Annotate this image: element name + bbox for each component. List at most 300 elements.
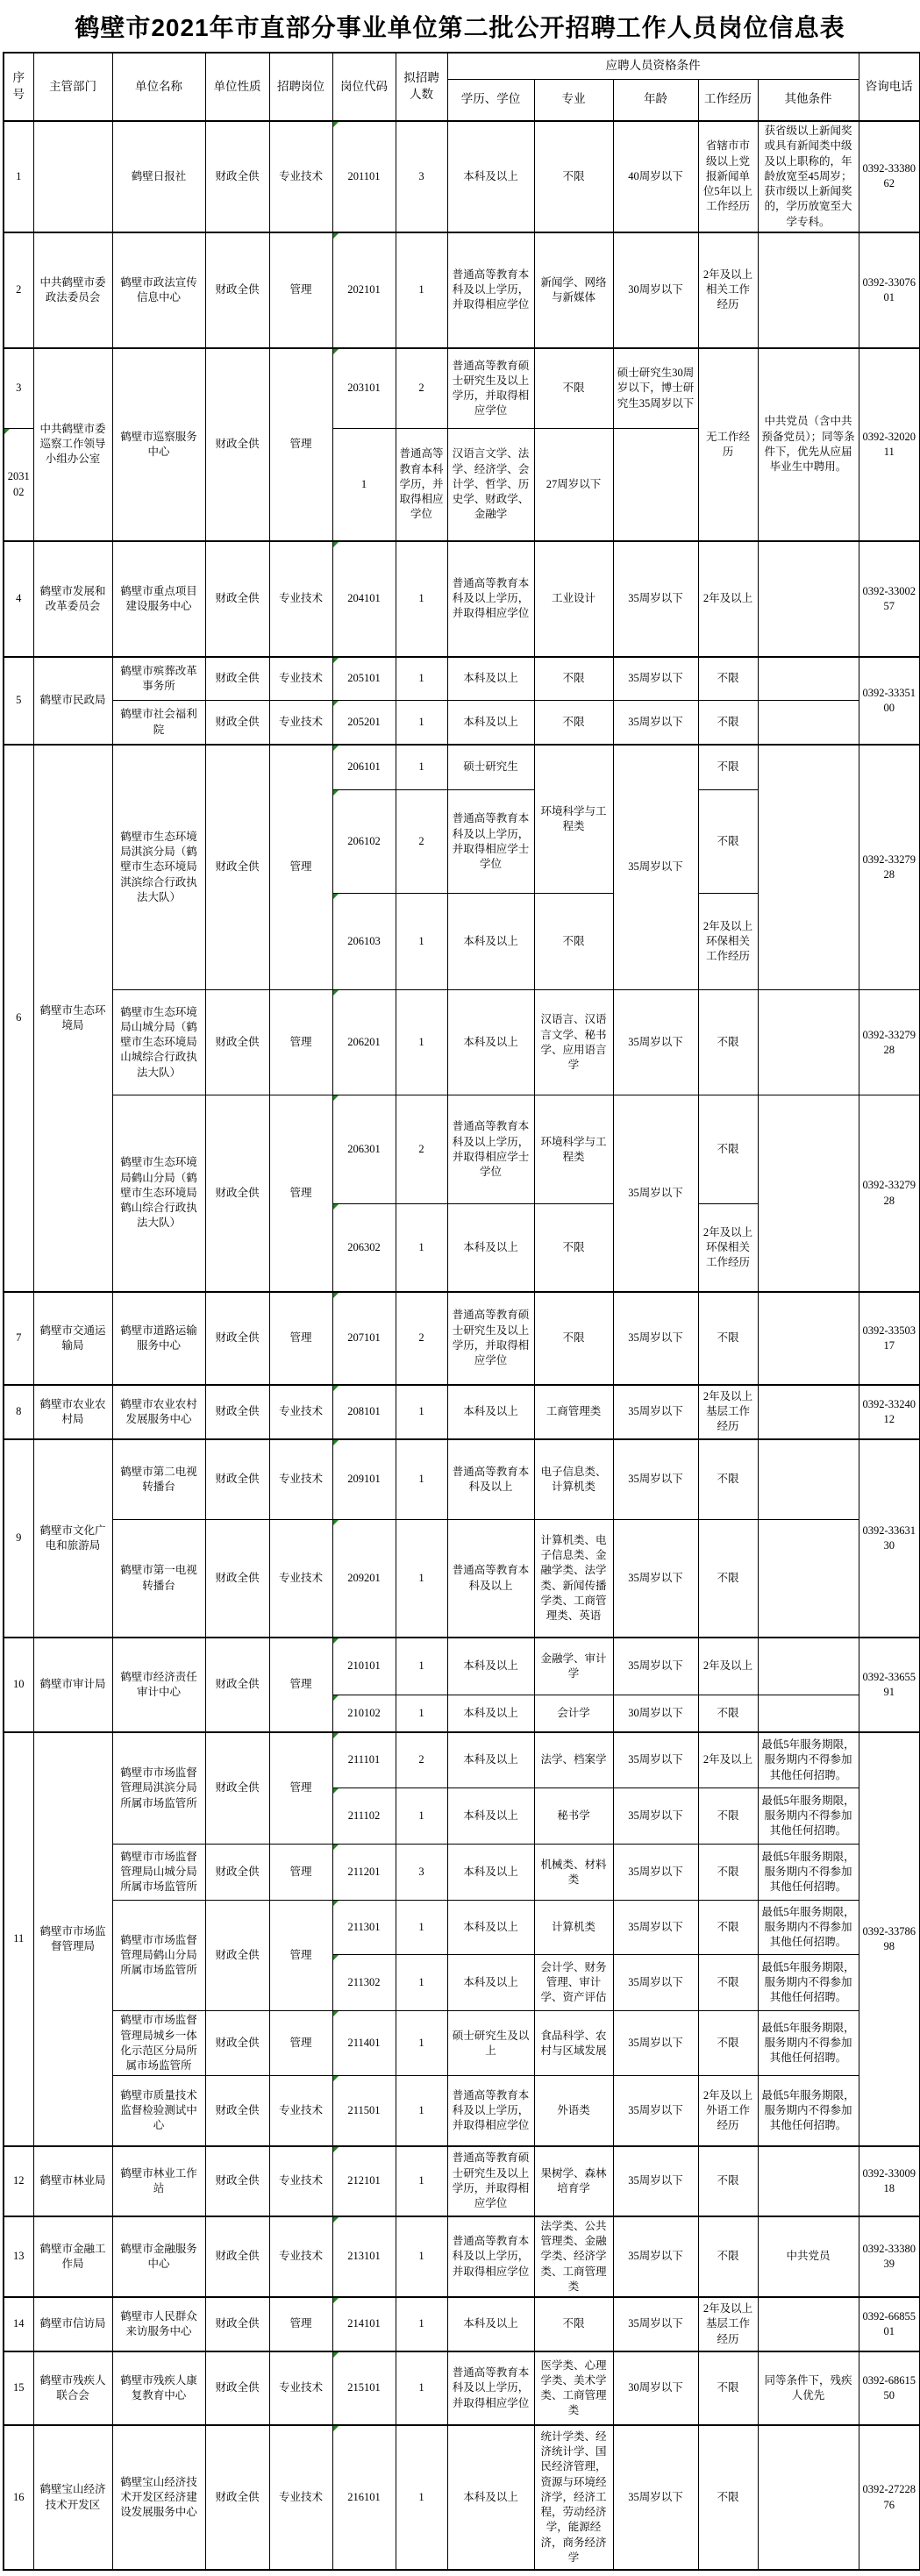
- col-header-other: 其他条件: [758, 79, 859, 121]
- table-row: [4, 2425, 920, 2570]
- cell-count: 1: [396, 2076, 447, 2146]
- cell-post: 管理: [269, 1292, 332, 1385]
- cell-degree: 普通高等教育本科及以上: [447, 1520, 534, 1638]
- cell-post: 专业技术: [269, 2076, 332, 2146]
- cell-phone: 0392-3338062: [859, 121, 920, 232]
- cell-count: 2: [396, 1095, 447, 1204]
- cell-age: 35周岁以下: [613, 2011, 698, 2076]
- cell-seq: 13: [4, 2216, 33, 2297]
- cell-exp: 不限: [698, 1520, 758, 1638]
- cell-exp: 2年及以上环保相关工作经历: [698, 1204, 758, 1292]
- cell-exp: 不限: [698, 2351, 758, 2425]
- table-row: [4, 2351, 920, 2425]
- cell-nature: 财政全供: [205, 990, 269, 1095]
- cell-major: 环境科学与工程类: [534, 1095, 613, 1204]
- cell-major: 会计学: [534, 1695, 613, 1732]
- cell-dept: 鹤壁宝山经济技术开发区: [33, 2425, 112, 2570]
- table-row: [4, 701, 920, 745]
- cell-unit: 鹤壁市市场监督管理局淇滨分局所属市场监管所: [112, 1732, 205, 1845]
- cell-exp: 不限: [698, 1955, 758, 2011]
- cell-nature: 财政全供: [205, 1845, 269, 1901]
- cell-post: 专业技术: [269, 2351, 332, 2425]
- cell-major: 不限: [534, 894, 613, 990]
- cell-code: 204101: [332, 541, 396, 657]
- cell-other: [758, 1095, 859, 1292]
- cell-exp: 省辖市市级以上党报新闻单位5年以上工作经历: [698, 121, 758, 232]
- cell-count: 1: [396, 541, 447, 657]
- cell-nature: 财政全供: [205, 1638, 269, 1732]
- cell-dept: 鹤壁市交通运输局: [33, 1292, 112, 1385]
- cell-nature: 财政全供: [205, 2216, 269, 2297]
- cell-exp: 2年及以上环保相关工作经历: [698, 894, 758, 990]
- col-header-count: 拟招聘人数: [396, 53, 447, 121]
- cell-nature: 财政全供: [205, 2297, 269, 2351]
- cell-major: 不限: [534, 1292, 613, 1385]
- cell-count: 1: [396, 1520, 447, 1638]
- cell-code: 206102: [332, 790, 396, 894]
- cell-other: [758, 657, 859, 701]
- cell-exp: 不限: [698, 701, 758, 745]
- cell-major: 不限: [534, 657, 613, 701]
- cell-phone: 0392-3327928: [859, 745, 920, 990]
- cell-code: 211501: [332, 2076, 396, 2146]
- cell-code: 210101: [332, 1638, 396, 1695]
- cell-count: 2: [396, 1732, 447, 1788]
- cell-seq: 7: [4, 1292, 33, 1385]
- cell-post: 管理: [269, 1095, 332, 1292]
- cell-post: 专业技术: [269, 2216, 332, 2297]
- cell-code: 207101: [332, 1292, 396, 1385]
- cell-nature: 财政全供: [205, 1439, 269, 1520]
- cell-exp: 不限: [698, 990, 758, 1095]
- cell-count: 2: [396, 790, 447, 894]
- cell-phone: 0392-3363130: [859, 1439, 920, 1638]
- cell-post: 专业技术: [269, 701, 332, 745]
- table-row: [4, 2297, 920, 2351]
- cell-age: 30周岁以下: [613, 1695, 698, 1732]
- table-row: [4, 2216, 920, 2297]
- table-row: [4, 745, 920, 790]
- cell-degree: 本科及以上: [447, 2297, 534, 2351]
- table-body: [4, 121, 920, 2570]
- cell-exp: 不限: [698, 2216, 758, 2297]
- cell-nature: 财政全供: [205, 1292, 269, 1385]
- table-row: [4, 541, 920, 657]
- cell-post: 专业技术: [269, 1520, 332, 1638]
- cell-degree: 本科及以上: [447, 701, 534, 745]
- cell-age: 35周岁以下: [613, 701, 698, 745]
- cell-dept: 中共鹤壁市委政法委员会: [33, 232, 112, 348]
- cell-count: 1: [396, 2351, 447, 2425]
- cell-major: 会计学、财务管理、审计学、资产评估: [534, 1955, 613, 2011]
- cell-major: 机械类、材料类: [534, 1845, 613, 1901]
- cell-exp: 无工作经历: [698, 348, 758, 541]
- cell-post: 专业技术: [269, 2425, 332, 2570]
- cell-nature: 财政全供: [205, 541, 269, 657]
- cell-code: 206103: [332, 894, 396, 990]
- cell-exp: 不限: [698, 1292, 758, 1385]
- table-row: [4, 1095, 920, 1204]
- cell-other: [758, 2425, 859, 2570]
- table-row: [4, 121, 920, 232]
- cell-other: 中共党员: [758, 2216, 859, 2297]
- cell-major: 汉语言、汉语言文学、秘书学、应用语言学: [534, 990, 613, 1095]
- cell-count: 1: [396, 1439, 447, 1520]
- cell-age: 35周岁以下: [613, 2425, 698, 2570]
- cell-age: 35周岁以下: [613, 657, 698, 701]
- cell-exp: 不限: [698, 1901, 758, 1955]
- cell-count: 1: [396, 2216, 447, 2297]
- cell-code: 210102: [332, 1695, 396, 1732]
- cell-major: 环境科学与工程类: [534, 745, 613, 894]
- cell-code: 203102: [4, 429, 33, 541]
- cell-unit: 鹤壁市质量技术监督检验测试中心: [112, 2076, 205, 2146]
- col-header-dept: 主管部门: [33, 53, 112, 121]
- cell-code: 216101: [332, 2425, 396, 2570]
- cell-age: 35周岁以下: [613, 2146, 698, 2216]
- cell-dept: 鹤壁市市场监督管理局: [33, 1732, 112, 2146]
- cell-age: 40周岁以下: [613, 121, 698, 232]
- table-row: [4, 1520, 920, 1638]
- cell-other: 最低5年服务期限，服务期内不得参加其他任何招聘。: [758, 1955, 859, 2011]
- cell-unit: 鹤壁市巡察服务中心: [112, 348, 205, 541]
- cell-other: [758, 1385, 859, 1439]
- cell-code: 208101: [332, 1385, 396, 1439]
- cell-dept: 鹤壁市民政局: [33, 657, 112, 745]
- col-header-seq: 序号: [4, 53, 33, 121]
- cell-exp: 2年及以上: [698, 541, 758, 657]
- cell-degree: 普通高等教育本科学历，并取得相应学位: [396, 429, 447, 541]
- cell-other: 最低5年服务期限，服务期内不得参加其他任何招聘。: [758, 2011, 859, 2076]
- cell-code: 202101: [332, 232, 396, 348]
- col-header-nature: 单位性质: [205, 53, 269, 121]
- cell-count: 1: [396, 232, 447, 348]
- cell-unit: 鹤壁市道路运输服务中心: [112, 1292, 205, 1385]
- col-header-experience: 工作经历: [698, 79, 758, 121]
- cell-unit: 鹤壁市生态环境局鹤山分局（鹤壁市生态环境局鹤山综合行政执法大队）: [112, 1095, 205, 1292]
- cell-dept: 鹤壁市林业局: [33, 2146, 112, 2216]
- cell-count: 2: [396, 1292, 447, 1385]
- cell-other: 最低5年服务期限，服务期内不得参加其他任何招聘。: [758, 2076, 859, 2146]
- cell-count: 1: [396, 1788, 447, 1845]
- cell-nature: 财政全供: [205, 1385, 269, 1439]
- col-header-degree: 学历、学位: [447, 79, 534, 121]
- cell-unit: 鹤壁市市场监督管理局山城分局所属市场监管所: [112, 1845, 205, 1901]
- cell-age: 35周岁以下: [613, 1845, 698, 1901]
- cell-age: 35周岁以下: [613, 2076, 698, 2146]
- cell-exp: 2年及以上外语工作经历: [698, 2076, 758, 2146]
- cell-other: [758, 745, 859, 990]
- cell-post: 管理: [269, 2011, 332, 2076]
- table-row: [4, 1845, 920, 1901]
- cell-code: 205101: [332, 657, 396, 701]
- col-header-unit: 单位名称: [112, 53, 205, 121]
- cell-nature: 财政全供: [205, 2146, 269, 2216]
- cell-count: 1: [396, 894, 447, 990]
- cell-phone: 0392-3338039: [859, 2216, 920, 2297]
- cell-major: 汉语言文学、法学、经济学、会计学、哲学、历史学、财政学、金融学: [447, 429, 534, 541]
- table-row: [4, 2076, 920, 2146]
- cell-degree: 普通高等教育硕士研究生及以上学历，并取得相应学位: [447, 348, 534, 429]
- cell-other: [758, 2297, 859, 2351]
- cell-age: 35周岁以下: [613, 745, 698, 990]
- cell-other: 最低5年服务期限，服务期内不得参加其他任何招聘。: [758, 1845, 859, 1901]
- cell-code: 211201: [332, 1845, 396, 1901]
- cell-count: 1: [396, 1901, 447, 1955]
- cell-seq: 10: [4, 1638, 33, 1732]
- cell-count: 1: [396, 990, 447, 1095]
- cell-degree: 普通高等教育本科及以上学历，并取得相应学位: [447, 541, 534, 657]
- table-row: [4, 657, 920, 701]
- cell-degree: 本科及以上: [447, 657, 534, 701]
- cell-dept: 鹤壁市信访局: [33, 2297, 112, 2351]
- cell-degree: 普通高等教育本科及以上学历，并取得相应学士学位: [447, 790, 534, 894]
- cell-other: [758, 1292, 859, 1385]
- cell-post: 管理: [269, 232, 332, 348]
- cell-post: 管理: [269, 1845, 332, 1901]
- cell-exp: 不限: [698, 1845, 758, 1901]
- cell-phone: 0392-3327928: [859, 990, 920, 1095]
- cell-post: 管理: [269, 990, 332, 1095]
- cell-exp: 2年及以上相关工作经历: [698, 232, 758, 348]
- cell-age: 35周岁以下: [613, 1439, 698, 1520]
- cell-code: 212101: [332, 2146, 396, 2216]
- cell-code: 201101: [332, 121, 396, 232]
- cell-age: 30周岁以下: [613, 232, 698, 348]
- cell-dept: 鹤壁市农业农村局: [33, 1385, 112, 1439]
- cell-seq: 2: [4, 232, 33, 348]
- cell-nature: 财政全供: [205, 1520, 269, 1638]
- cell-count: 3: [396, 1845, 447, 1901]
- cell-exp: 不限: [698, 1439, 758, 1520]
- cell-other: [758, 1520, 859, 1638]
- cell-post: 管理: [269, 2297, 332, 2351]
- cell-degree: 普通高等教育硕士研究生及以上学历，并取得相应学位: [447, 2146, 534, 2216]
- cell-major: 秘书学: [534, 1788, 613, 1845]
- cell-seq: 11: [4, 1732, 33, 2146]
- cell-unit: 鹤壁市林业工作站: [112, 2146, 205, 2216]
- cell-unit: 鹤壁市第二电视转播台: [112, 1439, 205, 1520]
- cell-phone: 0392-6861550: [859, 2351, 920, 2425]
- cell-dept: 鹤壁市审计局: [33, 1638, 112, 1732]
- cell-code: 213101: [332, 2216, 396, 2297]
- cell-exp: 2年及以上: [698, 1638, 758, 1695]
- cell-major: 医学类、心理学类、美术学类、工商管理类: [534, 2351, 613, 2425]
- cell-count: 2: [396, 348, 447, 429]
- cell-post: 管理: [269, 348, 332, 541]
- cell-degree: 普通高等教育本科及以上学历，并取得相应学位: [447, 232, 534, 348]
- cell-phone: 0392-3307601: [859, 232, 920, 348]
- cell-exp: 不限: [698, 2425, 758, 2570]
- cell-seq: 4: [4, 541, 33, 657]
- cell-seq: 14: [4, 2297, 33, 2351]
- cell-age: 35周岁以下: [613, 2297, 698, 2351]
- table-row: [4, 2011, 920, 2076]
- cell-major: 电子信息类、计算机类: [534, 1439, 613, 1520]
- cell-unit: 鹤壁市人民群众来访服务中心: [112, 2297, 205, 2351]
- cell-other: [758, 232, 859, 348]
- cell-count: 1: [396, 1955, 447, 2011]
- cell-other: [758, 990, 859, 1095]
- recruitment-table: [3, 52, 920, 2571]
- cell-degree: 普通高等教育本科及以上: [447, 1439, 534, 1520]
- cell-count: 1: [396, 2297, 447, 2351]
- cell-other: [758, 1439, 859, 1520]
- cell-post: 专业技术: [269, 1439, 332, 1520]
- table-row: [4, 348, 920, 429]
- cell-unit: 鹤壁市重点项目建设服务中心: [112, 541, 205, 657]
- cell-dept: 鹤壁市文化广电和旅游局: [33, 1439, 112, 1638]
- cell-nature: 财政全供: [205, 348, 269, 541]
- cell-other: 最低5年服务期限，服务期内不得参加其他任何招聘。: [758, 1901, 859, 1955]
- cell-nature: 财政全供: [205, 657, 269, 701]
- cell-degree: 本科及以上: [447, 1732, 534, 1788]
- cell-count: 1: [396, 1638, 447, 1695]
- cell-age: 35周岁以下: [613, 1638, 698, 1695]
- cell-other: 最低5年服务期限，服务期内不得参加其他任何招聘。: [758, 1732, 859, 1788]
- cell-post: 专业技术: [269, 121, 332, 232]
- cell-unit: 鹤壁市农业农村发展服务中心: [112, 1385, 205, 1439]
- cell-dept: 鹤壁市发展和改革委员会: [33, 541, 112, 657]
- cell-degree: 本科及以上: [447, 1695, 534, 1732]
- cell-post: 管理: [269, 745, 332, 990]
- cell-dept: 中共鹤壁市委巡察工作领导小组办公室: [33, 348, 112, 541]
- col-header-major: 专业: [534, 79, 613, 121]
- cell-major: 工商管理类: [534, 1385, 613, 1439]
- cell-nature: 财政全供: [205, 2076, 269, 2146]
- cell-major: 金融学、审计学: [534, 1638, 613, 1695]
- cell-code: 211101: [332, 1732, 396, 1788]
- cell-exp: 不限: [698, 790, 758, 894]
- cell-count: 3: [396, 121, 447, 232]
- cell-count: 1: [396, 2425, 447, 2570]
- cell-major: 果树学、森林培育学: [534, 2146, 613, 2216]
- table-row: [4, 1638, 920, 1695]
- cell-other: [758, 701, 859, 745]
- cell-dept: 鹤壁市残疾人联合会: [33, 2351, 112, 2425]
- cell-age: 硕士研究生30周岁以下，博士研究生35周岁以下: [613, 348, 698, 429]
- cell-exp: 2年及以上基层工作经历: [698, 1385, 758, 1439]
- cell-major: 不限: [534, 348, 613, 429]
- cell-nature: 财政全供: [205, 1732, 269, 1845]
- cell-nature: 财政全供: [205, 745, 269, 990]
- cell-post: 专业技术: [269, 2146, 332, 2216]
- cell-phone: 0392-3300257: [859, 541, 920, 657]
- cell-degree: 普通高等教育本科及以上学历，并取得相应学位: [447, 2351, 534, 2425]
- page-title: 鹤壁市2021年市直部分事业单位第二批公开招聘工作人员岗位信息表: [75, 14, 845, 41]
- cell-degree: 普通高等教育本科及以上学历，并取得相应学位: [447, 2216, 534, 2297]
- cell-count: 1: [396, 1695, 447, 1732]
- cell-exp: 不限: [698, 2146, 758, 2216]
- cell-major: 不限: [534, 1204, 613, 1292]
- cell-major: 新闻学、网络与新媒体: [534, 232, 613, 348]
- cell-unit: 鹤壁市市场监督管理局城乡一体化示范区分局所属市场监管所: [112, 2011, 205, 2076]
- cell-post: 专业技术: [269, 1385, 332, 1439]
- cell-exp: 不限: [698, 1095, 758, 1204]
- cell-count: 1: [396, 1204, 447, 1292]
- cell-degree: 本科及以上: [447, 1385, 534, 1439]
- cell-degree: 本科及以上: [447, 2425, 534, 2570]
- cell-phone: 0392-3202011: [859, 348, 920, 541]
- cell-degree: 本科及以上: [447, 1901, 534, 1955]
- cell-major: 法学类、公共管理类、金融学类、经济学类、工商管理类: [534, 2216, 613, 2297]
- cell-count: 1: [332, 429, 396, 541]
- cell-unit: 鹤壁市经济责任审计中心: [112, 1638, 205, 1732]
- col-header-age: 年龄: [613, 79, 698, 121]
- cell-other: [758, 1638, 859, 1695]
- cell-exp: 不限: [698, 1695, 758, 1732]
- cell-code: 209201: [332, 1520, 396, 1638]
- cell-code: 215101: [332, 2351, 396, 2425]
- cell-degree: 本科及以上: [447, 1788, 534, 1845]
- cell-major: 外语类: [534, 2076, 613, 2146]
- cell-count: 1: [396, 2011, 447, 2076]
- cell-age: 35周岁以下: [613, 541, 698, 657]
- cell-phone: 0392-3365591: [859, 1638, 920, 1732]
- cell-code: 206302: [332, 1204, 396, 1292]
- cell-seq: 12: [4, 2146, 33, 2216]
- cell-phone: 0392-2722876: [859, 2425, 920, 2570]
- cell-unit: 鹤壁市社会福利院: [112, 701, 205, 745]
- cell-other: [758, 541, 859, 657]
- cell-phone: 0392-3324012: [859, 1385, 920, 1439]
- cell-exp: 不限: [698, 745, 758, 790]
- cell-other: [758, 2146, 859, 2216]
- cell-major: 不限: [534, 701, 613, 745]
- cell-phone: 0392-3327928: [859, 1095, 920, 1292]
- cell-degree: 本科及以上: [447, 990, 534, 1095]
- cell-post: 管理: [269, 1732, 332, 1845]
- cell-code: 211401: [332, 2011, 396, 2076]
- cell-seq: 9: [4, 1439, 33, 1638]
- cell-post: 管理: [269, 1901, 332, 2011]
- cell-age: 35周岁以下: [613, 1901, 698, 1955]
- cell-age: 35周岁以下: [613, 1788, 698, 1845]
- cell-dept: 鹤壁市金融工作局: [33, 2216, 112, 2297]
- table-row: [4, 1292, 920, 1385]
- cell-count: 1: [396, 657, 447, 701]
- cell-phone: 0392-3300918: [859, 2146, 920, 2216]
- cell-age: 35周岁以下: [613, 1955, 698, 2011]
- cell-major: 计算机类、电子信息类、金融学类、法学类、新闻传播学类、工商管理类、英语: [534, 1520, 613, 1638]
- cell-exp: 不限: [698, 1788, 758, 1845]
- cell-age: 35周岁以下: [613, 1732, 698, 1788]
- cell-code: 211102: [332, 1788, 396, 1845]
- cell-degree: 普通高等教育硕士研究生及以上学历，并取得相应学位: [447, 1292, 534, 1385]
- cell-count: 1: [396, 1385, 447, 1439]
- cell-unit: 鹤壁日报社: [112, 121, 205, 232]
- cell-major: 不限: [534, 2297, 613, 2351]
- cell-post: 专业技术: [269, 657, 332, 701]
- cell-major: 食品科学、农村与区域发展: [534, 2011, 613, 2076]
- col-header-post: 招聘岗位: [269, 53, 332, 121]
- cell-degree: 本科及以上: [447, 121, 534, 232]
- col-header-code: 岗位代码: [332, 53, 396, 121]
- cell-degree: 本科及以上: [447, 1204, 534, 1292]
- cell-phone: 0392-3350317: [859, 1292, 920, 1385]
- cell-degree: 本科及以上: [447, 1955, 534, 2011]
- col-header-phone: 咨询电话: [859, 53, 920, 121]
- cell-code: 209101: [332, 1439, 396, 1520]
- cell-exp: 2年及以上基层工作经历: [698, 2297, 758, 2351]
- cell-degree: 普通高等教育本科及以上学历，并取得相应学位: [447, 2076, 534, 2146]
- cell-age: 35周岁以下: [613, 1385, 698, 1439]
- cell-nature: 财政全供: [205, 1095, 269, 1292]
- cell-unit: 鹤壁宝山经济技术开发区经济建设发展服务中心: [112, 2425, 205, 2570]
- cell-major: 工业设计: [534, 541, 613, 657]
- cell-nature: 财政全供: [205, 1901, 269, 2011]
- cell-unit: 鹤壁市市场监督管理局鹤山分局所属市场监管所: [112, 1901, 205, 2011]
